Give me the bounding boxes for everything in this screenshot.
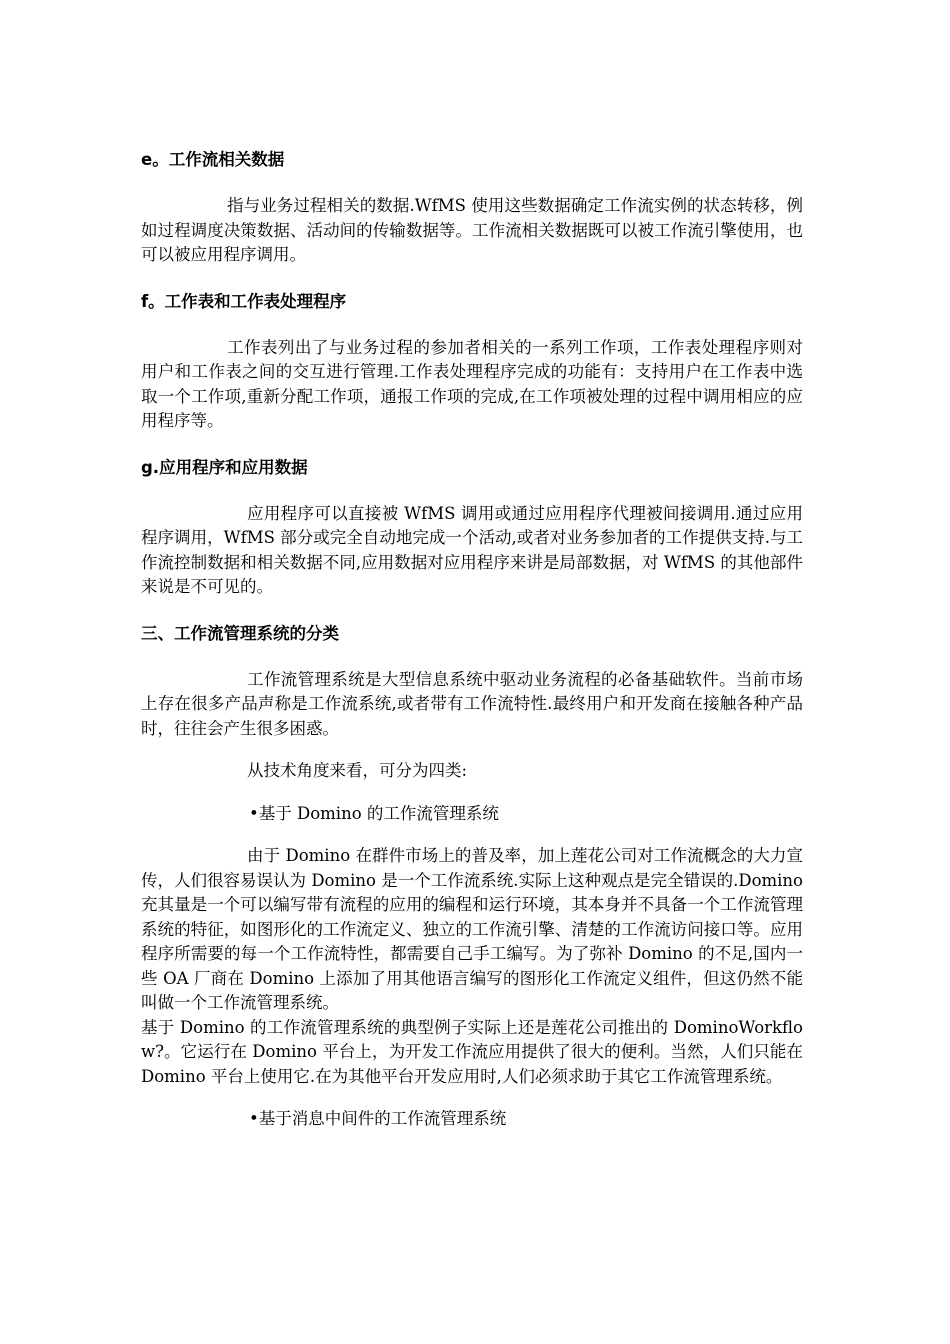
section-f-heading: f。工作表和工作表处理程序 xyxy=(141,291,347,311)
domino-paragraph: 由于 Domino 在群件市场上的普及率，加上莲花公司对工作流概念的大力宣传，人们很容易误认为 Domino 是一个工作流系统.实际上这种观点是完全错误的.Domino 充其量是一个可以编写带有流程的应用的编程和运行环境，其本身并不具备一个工作流管理系统的特征，如图形化的工作流定义、独立的工作流引擎、清楚的工作流访问接口等。应用程序所需要的每一个工作流特性，都需要自己手工编写。为了弥补 Domino 的不足,国内一些 OA 厂商在 Domino 上添加了用其他语言编写的图形化工作流定义组件，但这仍然不能叫做一个工作流管理系统。 xyxy=(141,846,803,1012)
bullet-domino: •基于 Domino 的工作流管理系统 xyxy=(249,803,499,823)
section-three-heading: 三、工作流管理系统的分类 xyxy=(141,623,339,643)
section-g-paragraph: 应用程序可以直接被 WfMS 调用或通过应用程序代理被间接调用.通过应用程序调用，WfMS 部分或完全自动地完成一个活动,或者对业务参加者的工作提供支持.与工作流控制数据和相关数据不同,应用数据对应用程序来讲是局部数据，对 WfMS 的其他部件来说是不可见的。 xyxy=(141,503,803,596)
domino-example-paragraph: 基于 Domino 的工作流管理系统的典型例子实际上还是莲花公司推出的 DominoWorkflow?。它运行在 Domino 平台上，为开发工作流应用提供了很大的便利。当然，人们只能在 Domino 平台上使用它.在为其他平台开发应用时,人们必须求助于其它工作流管理系统。 xyxy=(141,1017,803,1086)
section-g-heading: g.应用程序和应用数据 xyxy=(141,457,308,477)
bullet-message-middleware: •基于消息中间件的工作流管理系统 xyxy=(249,1109,507,1128)
document-page xyxy=(141,148,803,1132)
section-e-heading: e。工作流相关数据 xyxy=(141,150,285,169)
section-f-paragraph: 工作表列出了与业务过程的参加者相关的一系列工作项，工作表处理程序则对用户和工作表之间的交互进行管理.工作表处理程序完成的功能有：支持用户在工作表中选取一个工作项,重新分配工作项，通报工作项的完成,在工作项被处理的过程中调用相应的应用程序等。 xyxy=(141,337,803,430)
section-three-paragraph: 工作流管理系统是大型信息系统中驱动业务流程的必备基础软件。当前市场上存在很多产品声称是工作流系统,或者带有工作流特性.最终用户和开发商在接触各种产品时，往往会产生很多困惑。 xyxy=(141,669,803,738)
tech-intro-text: 从技术角度来看，可分为四类: xyxy=(247,761,468,780)
section-e-paragraph: 指与业务过程相关的数据.WfMS 使用这些数据确定工作流实例的状态转移，例如过程调度决策数据、活动间的传输数据等。工作流相关数据既可以被工作流引擎使用，也可以被应用程序调用。 xyxy=(141,196,803,264)
